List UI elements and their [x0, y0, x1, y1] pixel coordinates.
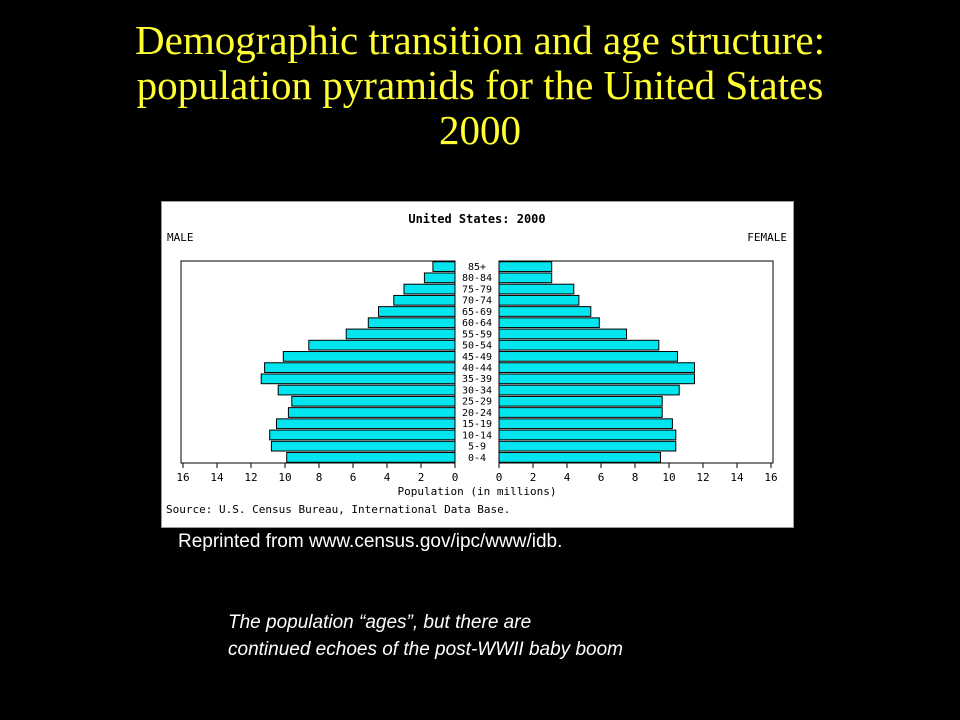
male-bar-85+	[433, 262, 455, 272]
slide-title	[40, 18, 920, 153]
age-label: 35-39	[461, 374, 493, 386]
male-bar-10-14	[270, 430, 455, 440]
age-group-labels	[462, 262, 492, 464]
female-bar-75-79	[499, 284, 574, 294]
x-tick-label: 2	[529, 471, 537, 484]
female-bar-70-74	[499, 295, 579, 305]
x-tick-label: 2	[417, 471, 425, 484]
female-bar-45-49	[499, 352, 678, 362]
x-tick-label: 16	[764, 471, 778, 484]
chart-title: United States: 2000	[408, 212, 546, 226]
male-bar-60-64	[368, 318, 455, 328]
male-bar-5-9	[271, 441, 455, 451]
age-label: 10-14	[461, 430, 493, 442]
male-bar-35-39	[261, 374, 455, 384]
male-bar-20-24	[288, 408, 455, 418]
male-bar-50-54	[309, 340, 455, 350]
x-tick-label: 8	[631, 471, 639, 484]
female-bar-60-64	[499, 318, 599, 328]
female-bar-85+	[499, 262, 552, 272]
female-bars	[499, 262, 695, 463]
age-label: 85+	[467, 261, 487, 273]
female-bar-30-34	[499, 385, 679, 395]
female-bar-5-9	[499, 441, 676, 451]
x-tick-label: 6	[597, 471, 605, 484]
female-bar-65-69	[499, 307, 591, 317]
x-tick-label: 0	[451, 471, 459, 484]
pyramid-svg	[162, 202, 793, 527]
female-bar-0-4	[499, 453, 661, 463]
male-bar-65-69	[379, 307, 456, 317]
x-axis-label: Population (in millions)	[397, 485, 557, 498]
age-label: 50-54	[461, 340, 493, 352]
x-tick-label: 4	[383, 471, 391, 484]
female-bar-35-39	[499, 374, 695, 384]
male-bar-25-29	[292, 396, 455, 406]
x-tick-label: 12	[696, 471, 710, 484]
female-bar-80-84	[499, 273, 552, 283]
age-label: 25-29	[461, 396, 493, 408]
male-bar-0-4	[287, 453, 455, 463]
x-tick-label: 10	[278, 471, 292, 484]
population-pyramid-chart	[161, 201, 794, 528]
title-line-1: Demographic transition and age structure:	[135, 17, 825, 63]
age-label: 80-84	[461, 273, 493, 285]
credit-text: Reprinted from www.census.gov/ipc/www/idb.	[178, 531, 563, 552]
female-bar-40-44	[499, 363, 695, 373]
title-line-3: 2000	[439, 107, 521, 153]
age-label: 75-79	[461, 284, 493, 296]
x-tick-label: 10	[662, 471, 676, 484]
age-label: 15-19	[461, 419, 493, 431]
age-label: 65-69	[461, 306, 493, 318]
x-tick-label: 4	[563, 471, 571, 484]
x-tick-label: 6	[349, 471, 357, 484]
note-line-2: continued echoes of the post-WWII baby boom	[228, 639, 623, 660]
male-label: MALE	[167, 231, 194, 244]
age-label: 70-74	[461, 295, 493, 307]
male-bar-45-49	[283, 352, 455, 362]
x-tick-label: 14	[730, 471, 744, 484]
female-label: FEMALE	[747, 231, 787, 244]
male-bar-70-74	[394, 295, 455, 305]
age-label: 40-44	[461, 362, 493, 374]
male-bars	[261, 262, 455, 463]
x-tick-label: 8	[315, 471, 323, 484]
x-tick-label: 0	[495, 471, 503, 484]
x-axis-ticks	[176, 463, 777, 484]
male-bar-80-84	[424, 273, 455, 283]
male-bar-30-34	[278, 385, 455, 395]
female-bar-55-59	[499, 329, 627, 339]
age-label: 30-34	[461, 385, 493, 397]
female-bar-25-29	[499, 396, 662, 406]
title-line-2: population pyramids for the United States	[136, 62, 824, 108]
female-bar-50-54	[499, 340, 659, 350]
note-line-1: The population “ages”, but there are	[228, 612, 532, 633]
age-label: 60-64	[461, 318, 493, 330]
male-bar-75-79	[404, 284, 455, 294]
age-label: 55-59	[461, 329, 493, 341]
male-bar-40-44	[265, 363, 455, 373]
age-label: 0-4	[467, 452, 487, 464]
female-bar-10-14	[499, 430, 676, 440]
male-bar-15-19	[277, 419, 456, 429]
female-bar-15-19	[499, 419, 672, 429]
female-bar-20-24	[499, 408, 662, 418]
age-label: 45-49	[461, 351, 493, 363]
x-tick-label: 14	[210, 471, 224, 484]
x-tick-label: 12	[244, 471, 258, 484]
age-label: 5-9	[467, 441, 487, 453]
x-tick-label: 16	[176, 471, 190, 484]
male-bar-55-59	[346, 329, 455, 339]
caption-note	[228, 609, 623, 663]
source-note: Source: U.S. Census Bureau, International Data Base.	[166, 503, 511, 516]
age-label: 20-24	[461, 407, 493, 419]
